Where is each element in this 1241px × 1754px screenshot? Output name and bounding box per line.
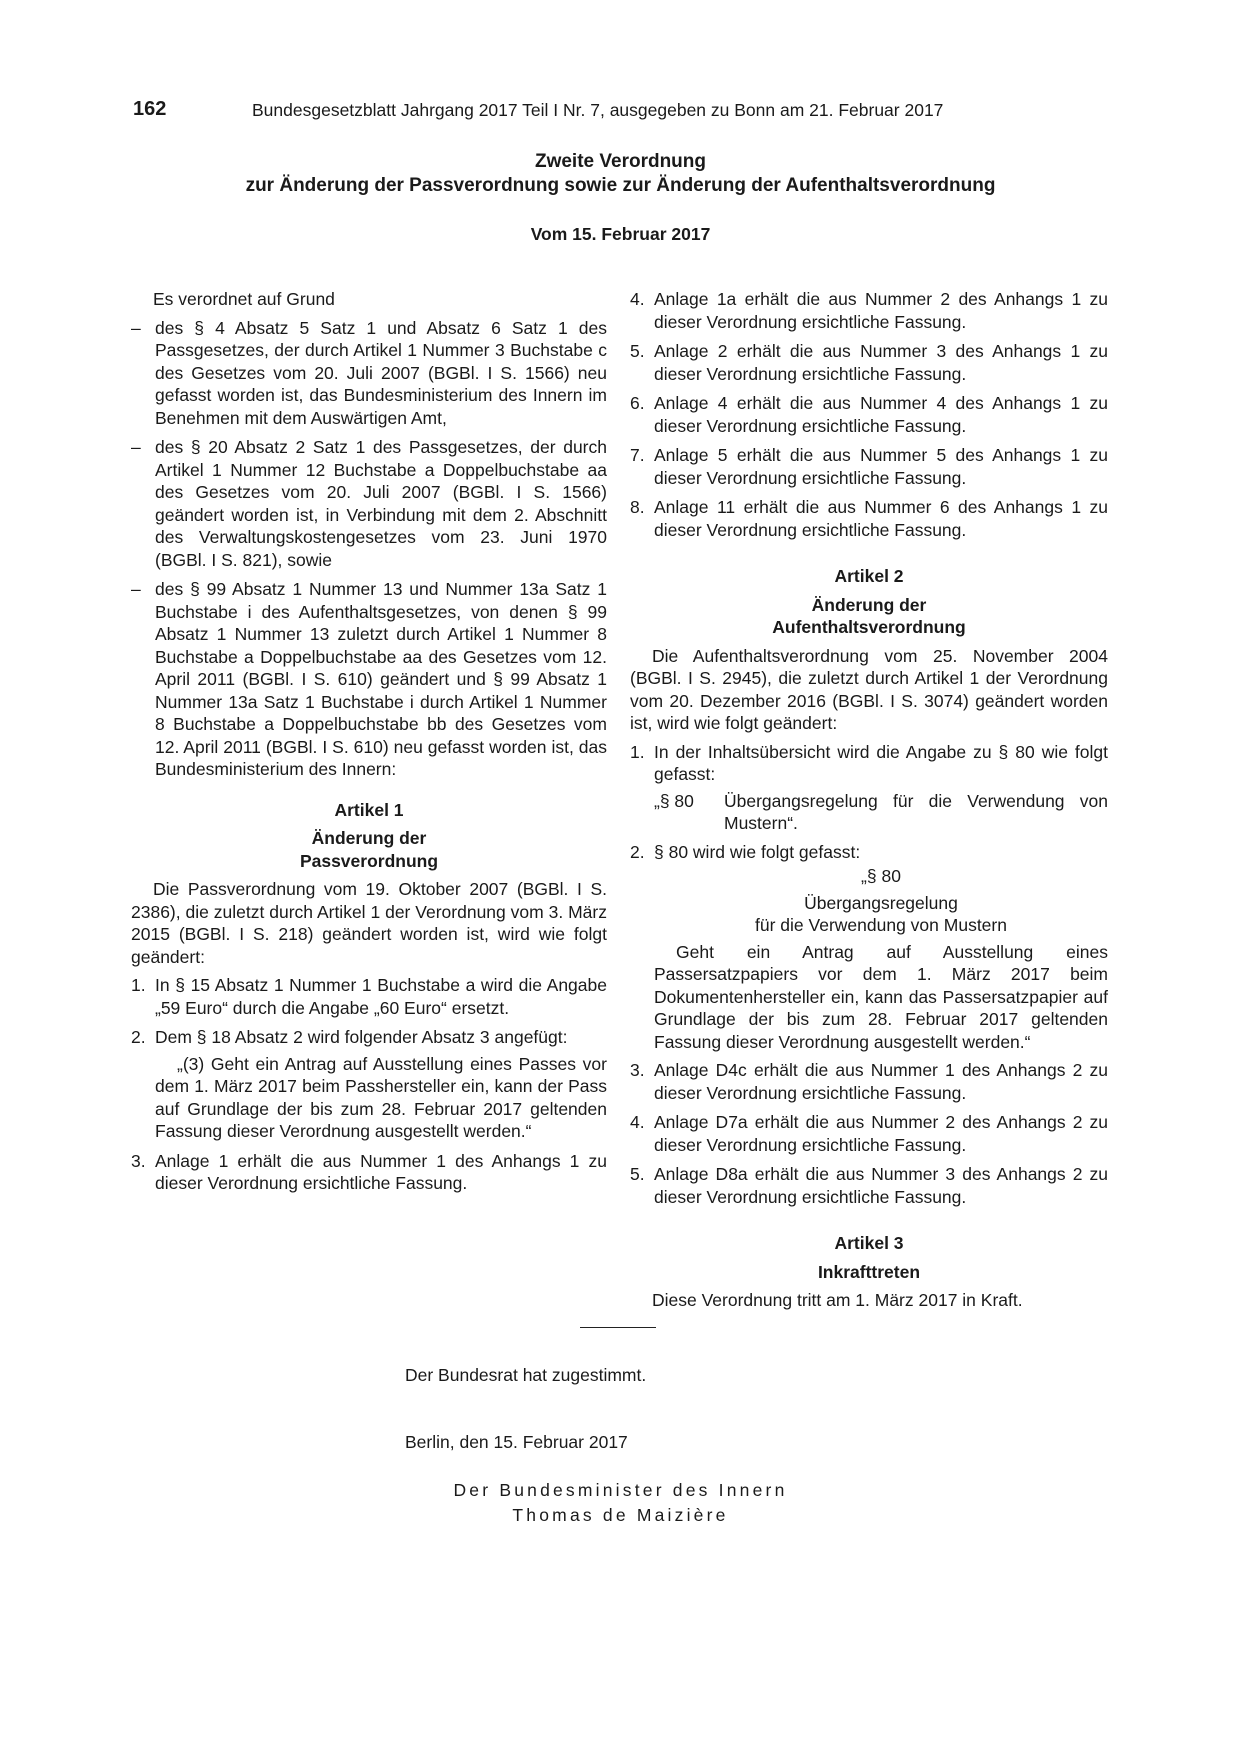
article-1-subtitle-line-2: Passverordnung xyxy=(299,850,439,871)
item-text: Anlage 5 erhält die aus Nummer 5 des Anhangs 1 zu dieser Verordnung ersichtliche Fassung. xyxy=(654,445,1108,488)
item-number: 2. xyxy=(131,1027,146,1047)
article-1-subtitle-line-1: Änderung der xyxy=(311,828,427,848)
separator-line xyxy=(580,1327,656,1328)
title-block xyxy=(0,150,1241,246)
signer-name: Thomas de Maizière xyxy=(512,1505,729,1525)
item-number: 7. xyxy=(630,445,645,465)
quoted-toc-entry xyxy=(654,790,1108,835)
item-number: 6. xyxy=(630,393,645,413)
item-number: 8. xyxy=(630,497,645,517)
list-item xyxy=(630,288,1108,333)
legal-ground-item xyxy=(131,317,607,430)
running-header: Bundesgesetzblatt Jahrgang 2017 Teil I Nr. 7, ausgegeben zu Bonn am 21. Februar 2017 xyxy=(252,100,944,120)
legal-ground-item xyxy=(131,436,607,571)
list-item xyxy=(630,741,1108,786)
dash-marker: – xyxy=(131,579,141,599)
list-item xyxy=(131,1026,607,1049)
list-item xyxy=(630,1163,1108,1208)
item-text: Anlage D8a erhält die aus Nummer 3 des Anhangs 2 zu dieser Verordnung ersichtliche Fassung. xyxy=(654,1164,1108,1207)
item-text: In § 15 Absatz 1 Nummer 1 Buchstabe a wird die Angabe „59 Euro“ durch die Angabe „60 Euro“ ersetzt. xyxy=(155,975,607,1018)
article-1-heading: Artikel 1 xyxy=(334,799,404,820)
dash-marker: – xyxy=(131,437,141,457)
item-number: 2. xyxy=(630,841,645,862)
article-3-heading: Artikel 3 xyxy=(834,1233,904,1253)
quoted-text: „(3) Geht ein Antrag auf Ausstellung eines Passes vor dem 1. März 2017 beim Passhersteller ein, kann der Pass auf Grundlage der bis zum 28. Februar 2017 geltenden Fassung dieser Verordnung ausgestellt werden.“ xyxy=(155,1053,607,1141)
article-2-heading: Artikel 2 xyxy=(834,566,904,586)
quoted-section xyxy=(630,865,1108,1053)
quoted-toc-text: Übergangsregelung für die Verwendung von Mustern“. xyxy=(724,790,1108,833)
item-number: 4. xyxy=(630,289,645,309)
quoted-section-number: „§ 80 xyxy=(861,866,901,886)
page-number: 162 xyxy=(133,98,167,120)
item-number: 3. xyxy=(630,1060,645,1080)
bundesrat-consent: Der Bundesrat hat zugestimmt. xyxy=(405,1365,647,1385)
item-text: § 80 wird wie folgt gefasst: xyxy=(654,841,861,862)
item-text: Anlage D7a erhält die aus Nummer 2 des Anhangs 2 zu dieser Verordnung ersichtliche Fassung. xyxy=(654,1112,1108,1155)
article-1-subtitle xyxy=(131,827,607,872)
item-number: 1. xyxy=(630,741,645,762)
article-2-subtitle xyxy=(630,594,1108,639)
item-text: Anlage 11 erhält die aus Nummer 6 des Anhangs 1 zu dieser Verordnung ersichtliche Fassung. xyxy=(654,497,1108,540)
item-text: Anlage 1a erhält die aus Nummer 2 des Anhangs 1 zu dieser Verordnung ersichtliche Fassung. xyxy=(654,289,1108,332)
title-line-1: Zweite Verordnung xyxy=(534,151,707,172)
legal-ground-text: des § 99 Absatz 1 Nummer 13 und Nummer 13a Satz 1 Buchstabe i des Aufenthaltsgesetzes, von denen § 99 Absatz 1 Nummer 13 zuletzt durch Artikel 1 Nummer 8 Buchstabe a Doppelbuchstabe aa des Gesetzes vom 12. April 2011 (BGBl. I S. 610) geändert und § 99 Absatz 1 Nummer 13a Satz 1 Buchstabe i durch Artikel 1 Nummer 8 Buchstabe a Doppelbuchstabe bb des Gesetzes vom 12. April 2011 (BGBl. I S. 610) neu gefasst worden ist, das Bundesministerium des Innern: xyxy=(155,579,607,779)
article-2-intro: Die Aufenthaltsverordnung vom 25. November 2004 (BGBl. I S. 2945), die zuletzt durch Artikel 1 der Verordnung vom 20. Dezember 2016 (BGBl. I S. 3074) geändert worden ist, wird wie folgt geändert: xyxy=(630,645,1108,733)
quoted-section-text: Geht ein Antrag auf Ausstellung eines Passersatzpapiers vor dem 1. März 2017 beim Dokumentenhersteller ein, kann das Passersatzpapier auf Grundlage der bis zum 28. Februar 2017 geltenden Fassung dieser Verordnung ausgestellt werden.“ xyxy=(654,941,1108,1052)
article-2-subtitle-line-2: Aufenthaltsverordnung xyxy=(772,617,966,637)
article-3-text: Diese Verordnung tritt am 1. März 2017 in Kraft. xyxy=(652,1290,1023,1310)
list-item xyxy=(630,496,1108,541)
item-number: 5. xyxy=(630,341,645,361)
legal-ground-text: des § 4 Absatz 5 Satz 1 und Absatz 6 Satz 1 des Passgesetzes, der durch Artikel 1 Nummer 3 Buchstabe c des Gesetzes vom 20. Juli 2007 (BGBl. I S. 1566) neu gefasst worden ist, das Bundesministerium des Innern im Benehmen mit dem Auswärtigen Amt, xyxy=(155,317,607,428)
title-line-2: zur Änderung der Passverordnung sowie zur Änderung der Aufenthaltsverordnung xyxy=(245,175,996,196)
article-1-intro: Die Passverordnung vom 19. Oktober 2007 (BGBl. I S. 2386), die zuletzt durch Artikel 1 der Verordnung vom 3. März 2015 (BGBl. I S. 218) geändert worden ist, wird wie folgt geändert: xyxy=(131,879,607,967)
item-text: Anlage 1 erhält die aus Nummer 1 des Anhangs 1 zu dieser Verordnung ersichtliche Fassung. xyxy=(155,1150,607,1193)
legal-ground-item xyxy=(131,578,607,781)
right-column xyxy=(630,288,1108,1312)
legal-ground-text: des § 20 Absatz 2 Satz 1 des Passgesetzes, der durch Artikel 1 Nummer 12 Buchstabe a Doppelbuchstabe aa des Gesetzes vom 20. Juli 2007 (BGBl. I S. 1566) geändert worden ist, in Verbindung mit dem 2. Abschnitt des Verwaltungskostengesetzes vom 23. Juni 1970 (BGBl. I S. 821), sowie xyxy=(155,437,607,570)
item-text: Dem § 18 Absatz 2 wird folgender Absatz 3 angefügt: xyxy=(155,1027,568,1047)
list-item xyxy=(630,1059,1108,1104)
list-item xyxy=(131,974,607,1019)
dash-marker: – xyxy=(131,317,141,338)
item-number: 4. xyxy=(630,1112,645,1132)
place-date: Berlin, den 15. Februar 2017 xyxy=(405,1432,628,1452)
quoted-section-heading-2: für die Verwendung von Mustern xyxy=(755,915,1007,935)
quoted-paragraph xyxy=(131,1053,607,1143)
item-number: 5. xyxy=(630,1164,645,1184)
title-date: Vom 15. Februar 2017 xyxy=(530,224,711,244)
item-text: Anlage D4c erhält die aus Nummer 1 des Anhangs 2 zu dieser Verordnung ersichtliche Fassung. xyxy=(654,1060,1108,1103)
list-item xyxy=(630,841,1108,864)
intro-text: Es verordnet auf Grund xyxy=(153,289,335,309)
left-column xyxy=(131,288,607,1202)
article-3-subtitle: Inkrafttreten xyxy=(817,1261,921,1282)
signature-block xyxy=(0,1478,1241,1528)
item-text: Anlage 4 erhält die aus Nummer 4 des Anhangs 1 zu dieser Verordnung ersichtliche Fassung. xyxy=(654,393,1108,436)
list-item xyxy=(630,444,1108,489)
article-2-subtitle-line-1: Änderung der xyxy=(811,594,927,615)
item-number: 1. xyxy=(131,975,146,995)
item-text: In der Inhaltsübersicht wird die Angabe zu § 80 wie folgt gefasst: xyxy=(654,741,1108,784)
list-item xyxy=(630,1111,1108,1156)
list-item xyxy=(630,392,1108,437)
list-item xyxy=(131,1150,607,1195)
item-number: 3. xyxy=(131,1150,146,1171)
quoted-section-heading-1: Übergangsregelung xyxy=(804,892,958,913)
list-item xyxy=(630,340,1108,385)
quoted-paragraph-mark: „§ 80 xyxy=(654,790,694,811)
item-text: Anlage 2 erhält die aus Nummer 3 des Anhangs 1 zu dieser Verordnung ersichtliche Fassung. xyxy=(654,341,1108,384)
signer-title: Der Bundesminister des Innern xyxy=(453,1480,788,1500)
